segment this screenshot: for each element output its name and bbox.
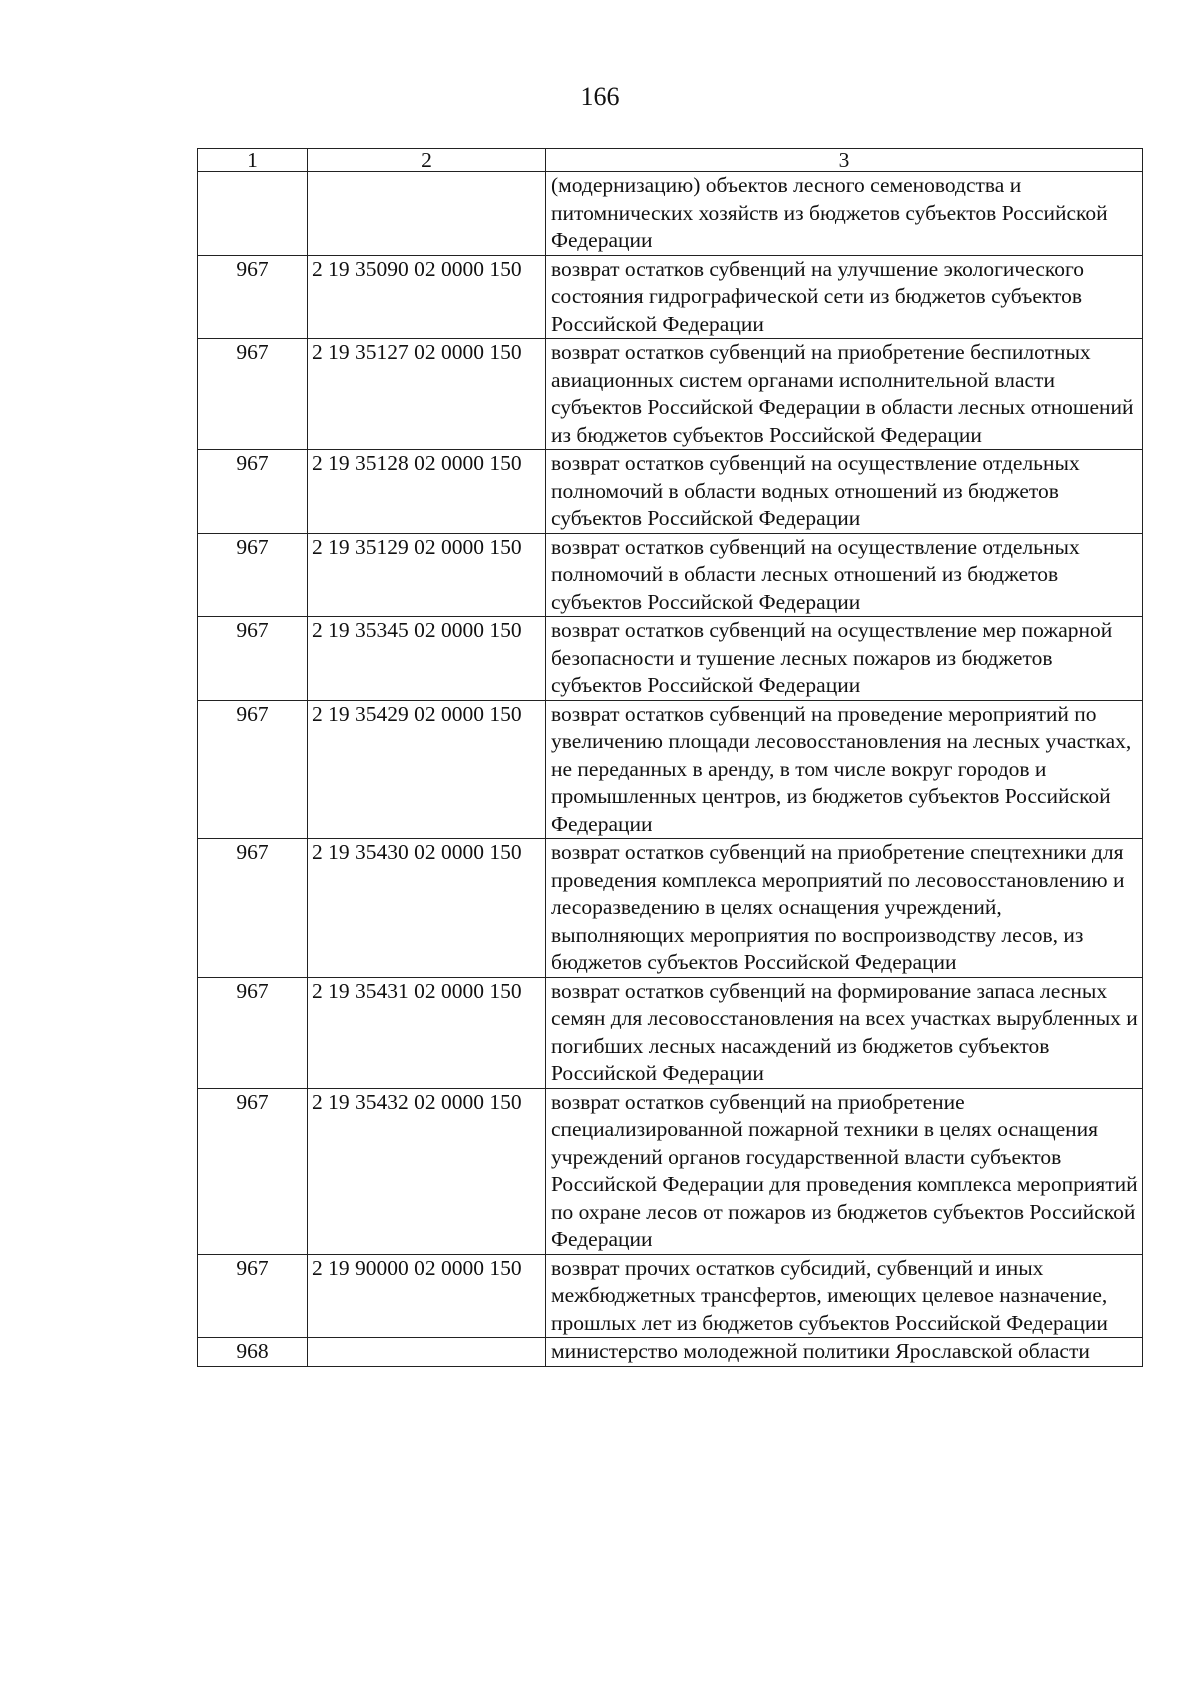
budget-code-cell: 2 19 35128 02 0000 150 <box>308 450 546 534</box>
budget-code-cell: 2 19 35430 02 0000 150 <box>308 839 546 978</box>
table-row <box>198 1338 1143 1367</box>
table-row <box>198 977 1143 1088</box>
table-row <box>198 1254 1143 1338</box>
header-col-2: 2 <box>308 149 546 172</box>
table-row <box>198 339 1143 450</box>
table-header-row <box>198 149 1143 172</box>
budget-code-cell: 2 19 35429 02 0000 150 <box>308 700 546 839</box>
header-col-1: 1 <box>198 149 308 172</box>
description-cell: возврат остатков субвенций на осуществление отдельных полномочий в области водных отношений из бюджетов субъектов Российской Федерации <box>546 450 1143 534</box>
description-cell: возврат остатков субвенций на улучшение экологического состояния гидрографической сети из бюджетов субъектов Российской Федерации <box>546 255 1143 339</box>
admin-code-cell: 967 <box>198 977 308 1088</box>
description-cell: возврат остатков субвенций на приобретение спецтехники для проведения комплекса мероприятий по лесовосстановлению и лесоразведению в целях оснащения учреждений, выполняющих мероприятия по воспроизводству лесов, из бюджетов субъектов Российской Федерации <box>546 839 1143 978</box>
budget-code-cell: 2 19 90000 02 0000 150 <box>308 1254 546 1338</box>
description-cell: возврат остатков субвенций на осуществление мер пожарной безопасности и тушение лесных пожаров из бюджетов субъектов Российской Федерации <box>546 617 1143 701</box>
table-row <box>198 450 1143 534</box>
admin-code-cell: 967 <box>198 839 308 978</box>
description-cell: возврат остатков субвенций на приобретение специализированной пожарной техники в целях оснащения учреждений органов государственной власти субъектов Российской Федерации для проведения комплекса мероприятий по охране лесов от пожаров из бюджетов субъектов Российской Федерации <box>546 1088 1143 1254</box>
table-row <box>198 533 1143 617</box>
table-row <box>198 839 1143 978</box>
budget-code-cell <box>308 1338 546 1367</box>
budget-code-cell: 2 19 35345 02 0000 150 <box>308 617 546 701</box>
budget-code-table <box>197 148 1143 1367</box>
budget-code-cell: 2 19 35127 02 0000 150 <box>308 339 546 450</box>
admin-code-cell: 967 <box>198 255 308 339</box>
admin-code-cell <box>198 172 308 256</box>
budget-code-cell: 2 19 35129 02 0000 150 <box>308 533 546 617</box>
table-row <box>198 255 1143 339</box>
admin-code-cell: 967 <box>198 700 308 839</box>
header-col-3: 3 <box>546 149 1143 172</box>
budget-code-cell: 2 19 35431 02 0000 150 <box>308 977 546 1088</box>
description-cell: возврат остатков субвенций на формирование запаса лесных семян для лесовосстановления на всех участках вырубленных и погибших лесных насаждений из бюджетов субъектов Российской Федерации <box>546 977 1143 1088</box>
table-row <box>198 172 1143 256</box>
admin-code-cell: 967 <box>198 533 308 617</box>
table-row <box>198 617 1143 701</box>
budget-code-cell: 2 19 35432 02 0000 150 <box>308 1088 546 1254</box>
budget-code-cell <box>308 172 546 256</box>
admin-code-cell: 967 <box>198 339 308 450</box>
page-number: 166 <box>580 82 620 111</box>
description-cell: возврат остатков субвенций на проведение мероприятий по увеличению площади лесовосстановления на лесных участках, не переданных в аренду, в том числе вокруг городов и промышленных центров, из бюджетов субъектов Российской Федерации <box>546 700 1143 839</box>
table-row <box>198 1088 1143 1254</box>
admin-code-cell: 967 <box>198 1254 308 1338</box>
admin-code-cell: 967 <box>198 617 308 701</box>
table-row <box>198 700 1143 839</box>
admin-code-cell: 968 <box>198 1338 308 1367</box>
admin-code-cell: 967 <box>198 450 308 534</box>
description-cell: министерство молодежной политики Ярославской области <box>546 1338 1143 1367</box>
description-cell: возврат остатков субвенций на осуществление отдельных полномочий в области лесных отношений из бюджетов субъектов Российской Федерации <box>546 533 1143 617</box>
description-cell: возврат прочих остатков субсидий, субвенций и иных межбюджетных трансфертов, имеющих целевое назначение, прошлых лет из бюджетов субъектов Российской Федерации <box>546 1254 1143 1338</box>
description-cell: (модернизацию) объектов лесного семеноводства и питомнических хозяйств из бюджетов субъектов Российской Федерации <box>546 172 1143 256</box>
description-cell: возврат остатков субвенций на приобретение беспилотных авиационных систем органами исполнительной власти субъектов Российской Федерации в области лесных отношений из бюджетов субъектов Российской Федерации <box>546 339 1143 450</box>
budget-code-cell: 2 19 35090 02 0000 150 <box>308 255 546 339</box>
admin-code-cell: 967 <box>198 1088 308 1254</box>
